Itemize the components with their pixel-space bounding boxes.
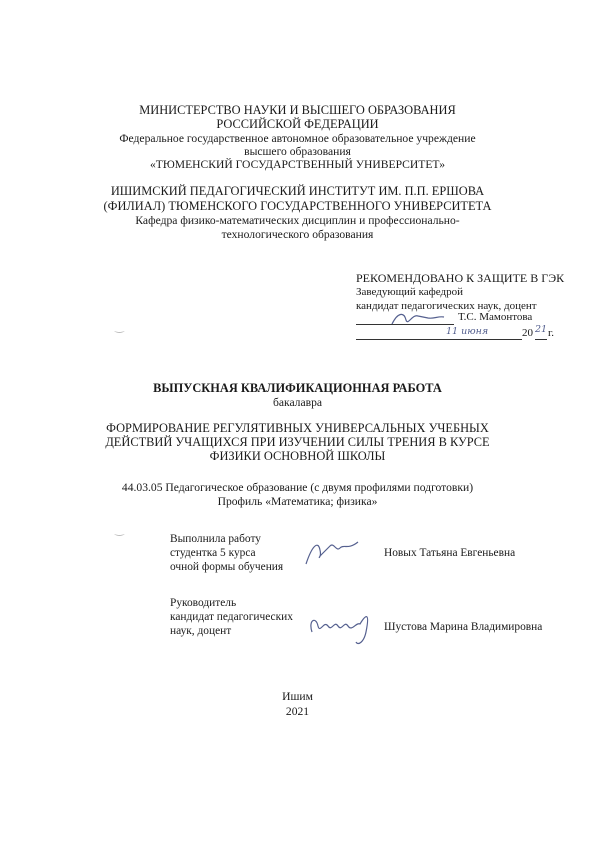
institution-type-line-2: высшего образования xyxy=(244,145,351,158)
scan-mark: ‿ xyxy=(115,524,124,536)
work-type: ВЫПУСКНАЯ КВАЛИФИКАЦИОННАЯ РАБОТА xyxy=(153,381,442,395)
institution-type-line-1: Федеральное государственное автономное образовательное учреждение xyxy=(119,132,476,145)
ministry-line-1: МИНИСТЕРСТВО НАУКИ И ВЫСШЕГО ОБРАЗОВАНИЯ xyxy=(139,103,456,117)
author-label-line-1: Выполнила работу xyxy=(170,533,261,545)
approval-year-handwritten: 21 xyxy=(535,324,548,335)
head-signature xyxy=(388,308,448,328)
approval-title: РЕКОМЕНДОВАНО К ЗАЩИТЕ В ГЭК xyxy=(356,271,565,285)
topic-line-1: ФОРМИРОВАНИЕ РЕГУЛЯТИВНЫХ УНИВЕРСАЛЬНЫХ УЧЕБНЫХ xyxy=(106,421,489,435)
department-line-2: технологического образования xyxy=(221,228,374,241)
department-line-1: Кафедра физико-математических дисциплин и профессионально- xyxy=(135,214,460,227)
author-label-line-2: студентка 5 курса xyxy=(170,547,256,559)
approval-degree: кандидат педагогических наук, доцент xyxy=(356,300,537,312)
year: 2021 xyxy=(285,705,310,718)
approval-year-unit: г. xyxy=(548,327,555,339)
supervisor-label-line-2: кандидат педагогических xyxy=(170,611,293,623)
author-name: Новых Татьяна Евгеньевна xyxy=(384,547,516,559)
head-name: Т.С. Мамонтова xyxy=(458,311,533,323)
approval-date-line xyxy=(356,339,522,340)
supervisor-signature xyxy=(302,602,376,650)
branch-line-1: ИШИМСКИЙ ПЕДАГОГИЧЕСКИЙ ИНСТИТУТ ИМ. П.П. ЕРШОВА xyxy=(110,184,485,198)
university-name: «ТЮМЕНСКИЙ ГОСУДАРСТВЕННЫЙ УНИВЕРСИТЕТ» xyxy=(149,158,446,171)
supervisor-label-line-3: наук, доцент xyxy=(170,625,232,637)
ministry-line-2: РОССИЙСКОЙ ФЕДЕРАЦИИ xyxy=(216,117,379,131)
work-level: бакалавра xyxy=(272,396,323,409)
approval-year-line xyxy=(535,339,547,340)
approval-year-prefix: 20 xyxy=(522,327,533,339)
supervisor-name: Шустова Марина Владимировна xyxy=(384,621,543,633)
supervisor-label-line-1: Руководитель xyxy=(170,597,237,609)
scan-mark: ‿ xyxy=(115,321,124,333)
topic-line-3: ФИЗИКИ ОСНОВНОЙ ШКОЛЫ xyxy=(209,449,386,463)
program-profile: Профиль «Математика; физика» xyxy=(217,495,378,508)
author-label-line-3: очной формы обучения xyxy=(170,561,284,573)
approval-date-handwritten: 11 июня xyxy=(446,326,489,337)
program-code: 44.03.05 Педагогическое образование (с двумя профилями подготовки) xyxy=(121,481,474,494)
approval-block xyxy=(356,271,564,313)
approval-role: Заведующий кафедрой xyxy=(356,286,463,298)
topic-line-2: ДЕЙСТВИЙ УЧАЩИХСЯ ПРИ ИЗУЧЕНИИ СИЛЫ ТРЕНИЯ В КУРСЕ xyxy=(105,435,490,449)
branch-line-2: (ФИЛИАЛ) ТЮМЕНСКОГО ГОСУДАРСТВЕННОГО УНИВЕРСИТЕТА xyxy=(103,199,492,213)
author-signature xyxy=(300,536,362,570)
city: Ишим xyxy=(282,690,313,703)
